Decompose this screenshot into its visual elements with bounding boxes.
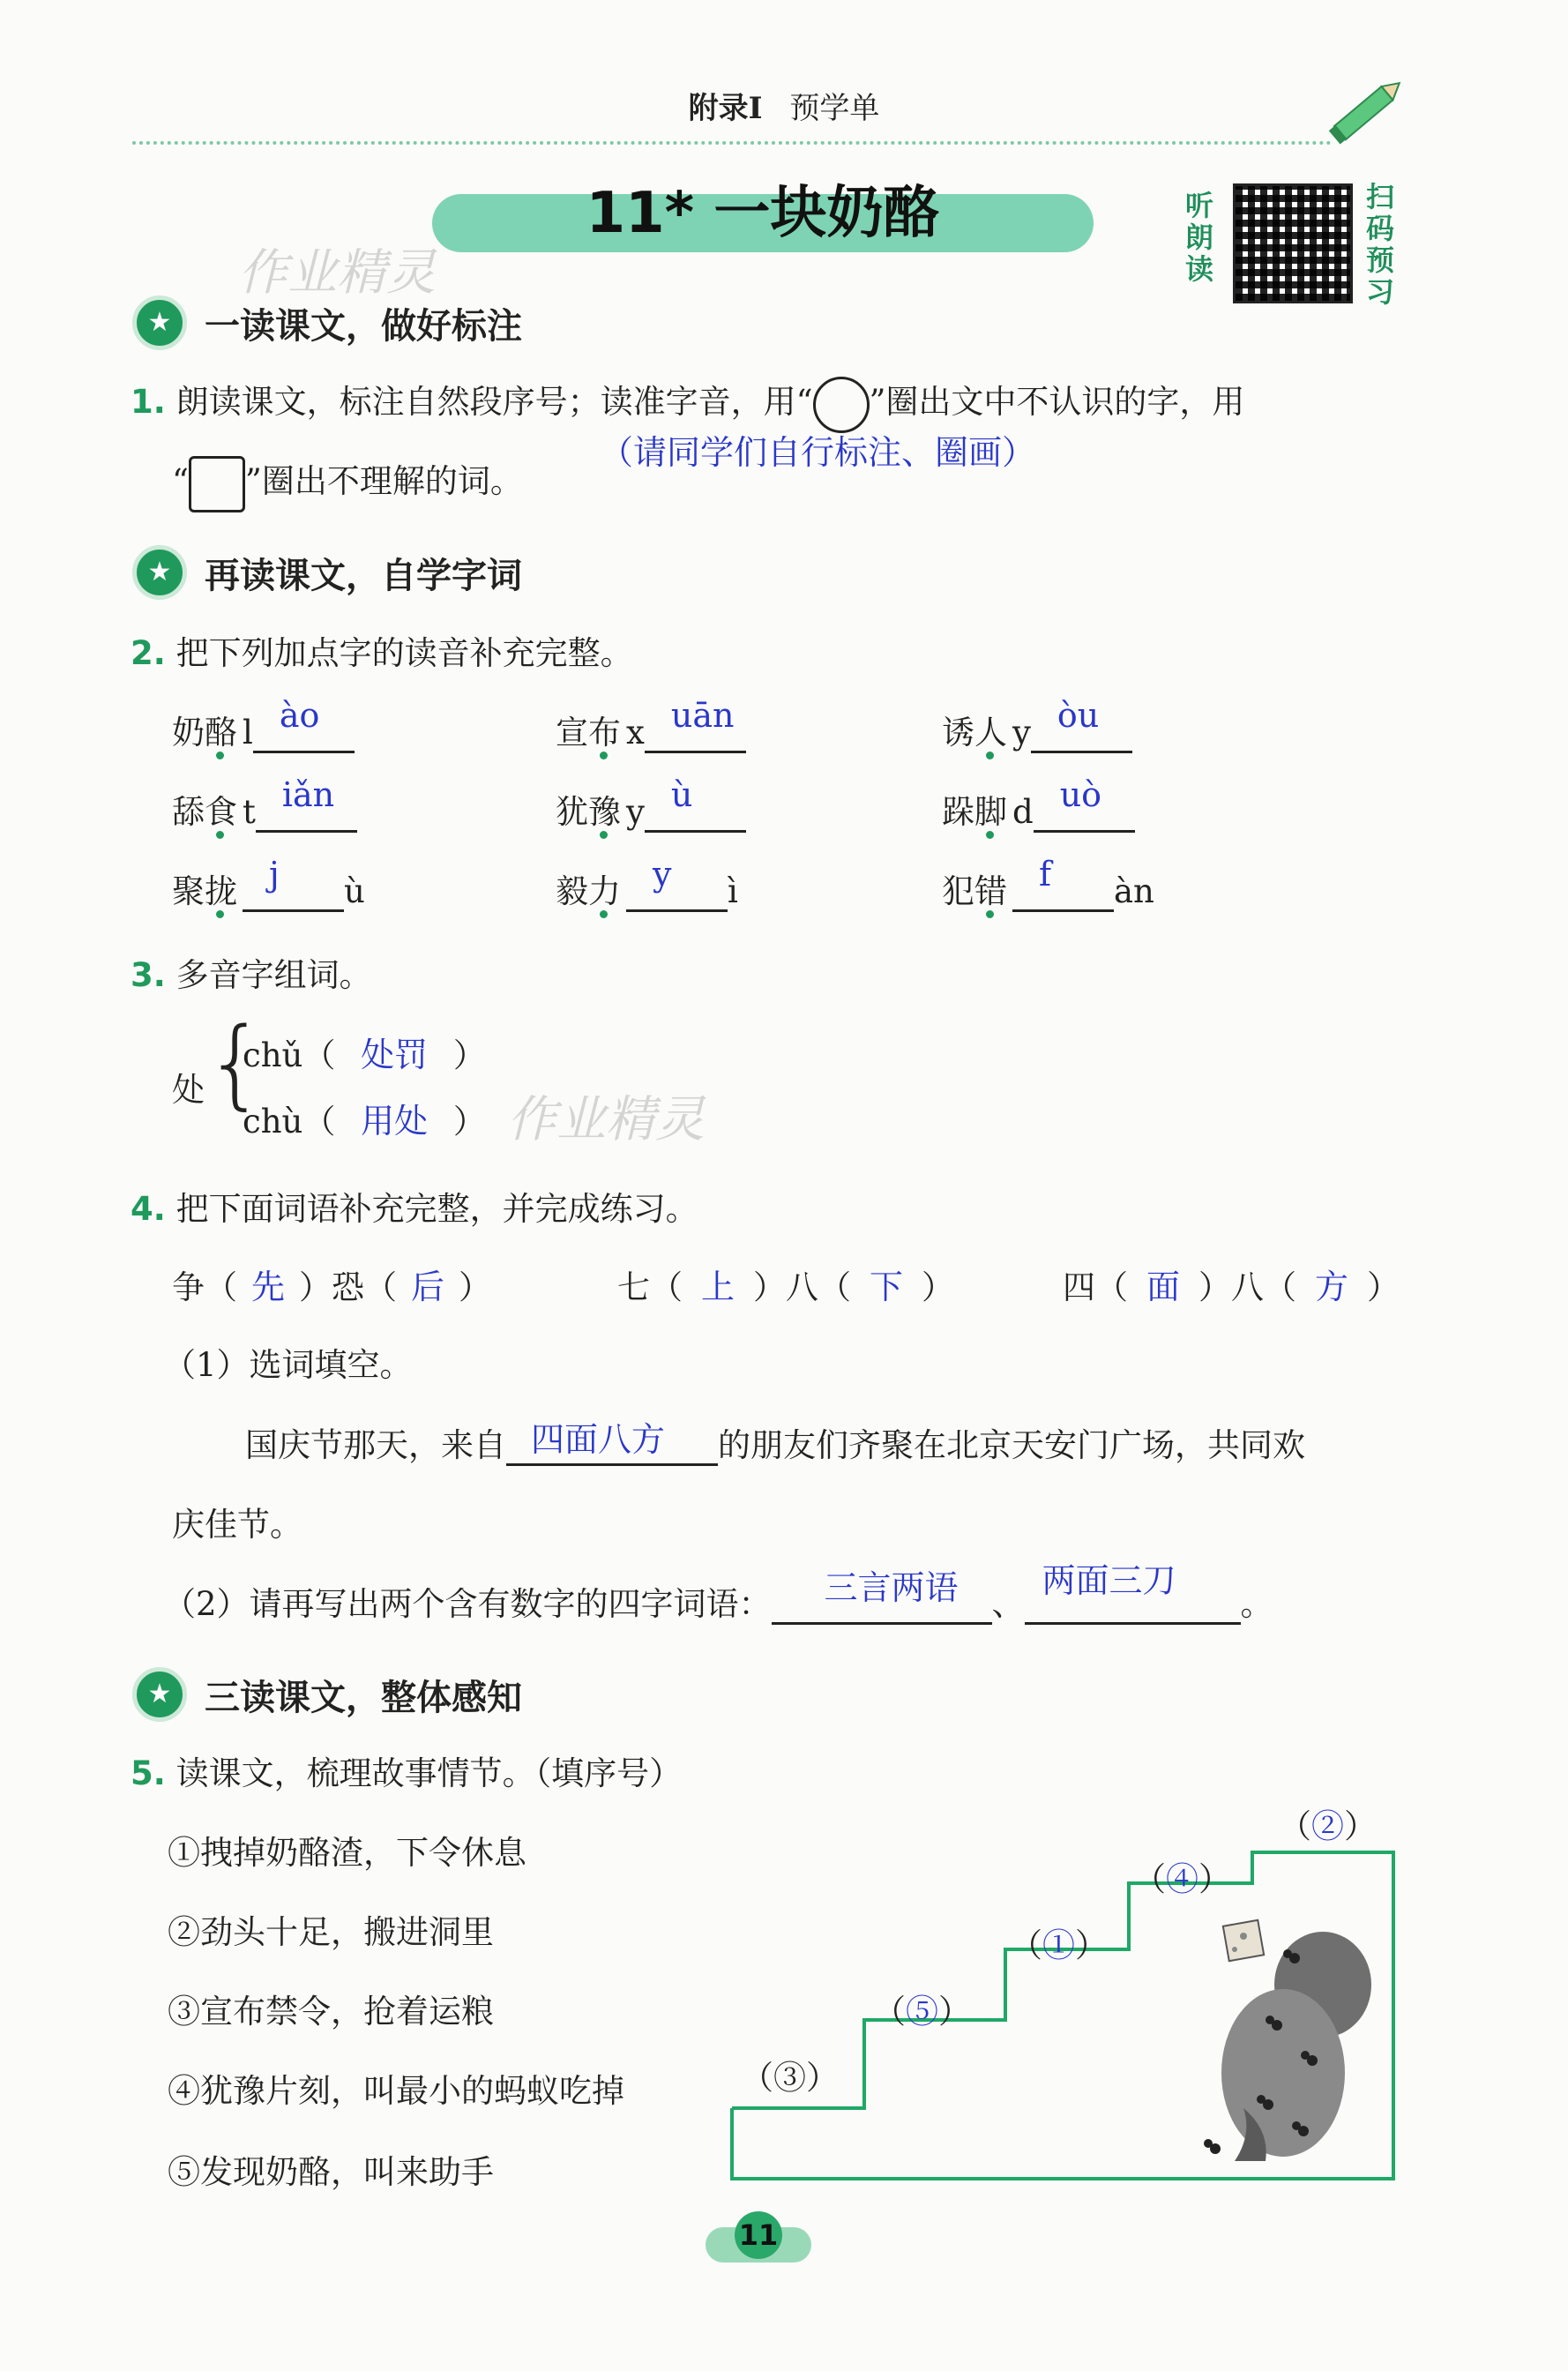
pinyin-word: 犹豫: [556, 793, 621, 831]
pinyin-suffix: ì: [728, 872, 738, 910]
fill-sentence: [245, 1418, 1305, 1466]
idiom-1: [172, 1260, 491, 1308]
idiom-answer: 先: [250, 1268, 285, 1306]
reading-2-pinyin: chù（: [243, 1103, 336, 1141]
step-open: （: [1279, 1807, 1311, 1845]
pinyin-item: [556, 855, 738, 912]
sub-question-2: [163, 1561, 1273, 1625]
reading-2-answer: 用处: [361, 1102, 429, 1141]
reading-1-answer: 处罚: [361, 1036, 429, 1074]
pinyin-prefix: y: [626, 793, 645, 831]
event-item: ③宣布禁令，抢着运粮: [168, 1993, 494, 2031]
question-number: 1.: [131, 383, 166, 421]
answer-blank[interactable]: [1025, 1561, 1241, 1625]
step-close: ）: [806, 2059, 839, 2097]
answer-blank[interactable]: [1034, 775, 1135, 833]
q1-answer: （请同学们自行标注、圈画）: [600, 433, 1036, 472]
emphasis-dot: [600, 831, 608, 839]
pinyin-answer: ù: [670, 775, 693, 814]
pinyin-answer: f: [1039, 855, 1052, 894]
q1-text-c: ”圈出不理解的词。: [244, 462, 523, 500]
idiom-text: ）八（: [1198, 1268, 1296, 1306]
sentence-line2: 庆佳节。: [172, 1506, 302, 1544]
answer-blank[interactable]: [253, 696, 355, 753]
step-open: （: [1010, 1926, 1042, 1964]
question-number: 5.: [131, 1754, 166, 1792]
emphasis-dot: [216, 910, 224, 918]
sub2-end: 。: [1240, 1585, 1273, 1623]
brace-icon: {: [205, 1006, 266, 1119]
idiom-answer: 上: [700, 1268, 735, 1306]
pinyin-word: 跺脚: [942, 793, 1007, 831]
appendix-label: 附录Ⅰ: [688, 91, 763, 126]
idiom-text: 争（: [172, 1268, 237, 1306]
pinyin-item: [172, 855, 365, 912]
question-number: 4.: [131, 1190, 166, 1228]
pinyin-word: 舔食: [172, 793, 237, 831]
star-icon: ★: [132, 545, 187, 600]
answer-blank[interactable]: [506, 1420, 718, 1466]
emphasis-dot: [986, 831, 994, 839]
star-icon: ★: [132, 1667, 187, 1722]
pinyin-answer: y: [653, 855, 672, 894]
pinyin-item: [556, 696, 746, 753]
answer-blank[interactable]: [256, 775, 357, 833]
emphasis-dot: [986, 752, 994, 759]
step-label: [741, 2051, 839, 2098]
step-answer: ②: [1311, 1807, 1344, 1845]
question-5: [131, 1746, 682, 1794]
sentence-answer: 四面八方: [531, 1420, 666, 1459]
step-open: （: [741, 2059, 773, 2097]
idiom-answer: 后: [410, 1268, 444, 1306]
pinyin-item: [172, 775, 357, 833]
step-answer: ⑤: [906, 1993, 938, 2031]
step-open: （: [873, 1993, 906, 2031]
circle-mark-icon: [813, 377, 870, 433]
answer-blank[interactable]: [1012, 855, 1114, 912]
pinyin-suffix: ù: [344, 872, 365, 910]
idiom-3: [1063, 1260, 1400, 1308]
ant-illustration: [1191, 1888, 1393, 2179]
pinyin-answer: uān: [670, 696, 735, 735]
pinyin-word: 聚拢: [172, 872, 237, 910]
step-label: [1279, 1799, 1377, 1847]
pinyin-item: [172, 696, 355, 753]
idiom-answer: 面: [1146, 1268, 1180, 1306]
square-mark-icon: [189, 456, 245, 512]
step-close: ）: [1344, 1807, 1377, 1845]
step-label: [1010, 1918, 1108, 1966]
pinyin-answer: iǎn: [281, 775, 335, 814]
pinyin-word: 诱人: [942, 714, 1007, 752]
question-number: 2.: [131, 634, 166, 672]
pinyin-prefix: t: [243, 793, 256, 831]
reading-2-close: ）: [452, 1103, 486, 1141]
qr-code-icon[interactable]: [1233, 183, 1353, 303]
polyphone-char: 处: [172, 1071, 205, 1109]
step-close: ）: [1075, 1926, 1108, 1964]
event-item: ②劲头十足，搬进洞里: [168, 1913, 494, 1951]
page-number: 11: [735, 2211, 782, 2259]
sentence-before: 国庆节那天，来自: [245, 1426, 506, 1464]
pinyin-answer: j: [269, 855, 280, 894]
pinyin-prefix: x: [626, 714, 645, 752]
q1-quote: “: [172, 462, 189, 500]
pinyin-item: [942, 775, 1135, 833]
pencil-icon: [1323, 71, 1411, 150]
question-4: [131, 1182, 698, 1230]
emphasis-dot: [986, 910, 994, 918]
event-item: ④犹豫片刻，叫最小的蚂蚁吃掉: [168, 2072, 624, 2110]
q5-prompt: 读课文，梳理故事情节。（填序号）: [175, 1754, 683, 1792]
answer-blank[interactable]: [645, 696, 746, 753]
answer-blank[interactable]: [243, 855, 344, 912]
pinyin-suffix: àn: [1114, 872, 1154, 910]
pinyin-answer: ào: [279, 696, 320, 735]
q3-prompt: 多音字组词。: [175, 956, 372, 994]
sub-question-1: （1）选词填空。: [163, 1346, 413, 1384]
answer-blank[interactable]: [626, 855, 728, 912]
step-label: [873, 1985, 971, 2032]
question-2: [131, 626, 633, 674]
question-1: [131, 375, 1244, 433]
idiom-text: ）: [459, 1268, 491, 1306]
idiom-text: 四（: [1063, 1268, 1128, 1306]
star-icon: ★: [132, 295, 187, 350]
answer-blank[interactable]: [645, 775, 746, 833]
question-number: 3.: [131, 956, 166, 994]
event-item: ⑤发现奶酪，叫来助手: [168, 2153, 494, 2191]
reading-1: [243, 1028, 486, 1076]
answer-blank[interactable]: [772, 1568, 992, 1625]
idiom-text: 七（: [617, 1268, 683, 1306]
question-3: [131, 948, 372, 996]
reading-1-pinyin: chǔ（: [243, 1036, 336, 1074]
emphasis-dot: [216, 752, 224, 759]
header-divider: [132, 141, 1332, 145]
pinyin-answer: òu: [1057, 696, 1100, 735]
q1-text-b: ”圈出文中不认识的字，用: [869, 383, 1245, 421]
idiom-answer: 下: [869, 1268, 903, 1306]
watermark: 作业精灵: [238, 244, 436, 302]
idiom-text: ）八（: [753, 1268, 851, 1306]
watermark: 作业精灵: [507, 1091, 705, 1148]
sub2-prompt: （2）请再写出两个含有数字的四字词语：: [163, 1585, 772, 1623]
pinyin-prefix: d: [1012, 793, 1034, 831]
pinyin-word: 毅力: [556, 872, 621, 910]
pinyin-word: 宣布: [556, 714, 621, 752]
step-answer: ③: [773, 2059, 806, 2097]
answer-blank[interactable]: [1031, 696, 1132, 753]
pinyin-item: [942, 696, 1132, 753]
emphasis-dot: [600, 910, 608, 918]
step-open: （: [1133, 1860, 1166, 1898]
step-close: ）: [1198, 1860, 1231, 1898]
step-answer: ④: [1166, 1860, 1198, 1898]
event-item: ①拽掉奶酪渣，下令休息: [168, 1834, 526, 1872]
sub2-separator: 、: [991, 1585, 1025, 1623]
scan-label: 扫码预习: [1365, 180, 1394, 309]
idiom-text: ）: [1367, 1268, 1400, 1306]
header-title: 预学单: [789, 91, 880, 126]
section-heading-1: 一读课文，做好标注: [205, 306, 522, 347]
question-1-line2: [172, 454, 523, 512]
step-close: ）: [938, 1993, 971, 2031]
section-heading-2: 再读课文，自学字词: [205, 556, 522, 596]
reading-2: [243, 1094, 486, 1142]
emphasis-dot: [600, 752, 608, 759]
pinyin-item: [556, 775, 746, 833]
pinyin-prefix: l: [243, 714, 253, 752]
pinyin-word: 奶酪: [172, 714, 237, 752]
idiom-2: [617, 1260, 954, 1308]
idiom-answer: 方: [1314, 1268, 1348, 1306]
q4-prompt: 把下面词语补充完整，并完成练习。: [175, 1190, 698, 1228]
sentence-after: 的朋友们齐聚在北京天安门广场，共同欢: [718, 1426, 1305, 1464]
q2-prompt: 把下列加点字的读音补充完整。: [175, 634, 633, 672]
section-heading-3: 三读课文，整体感知: [205, 1678, 522, 1718]
step-answer: ①: [1042, 1926, 1075, 1964]
q1-text-a: 朗读课文，标注自然段序号；读准字音，用“: [175, 383, 813, 421]
sub2-answer-2: 两面三刀: [1042, 1561, 1176, 1600]
sub2-answer-1: 三言两语: [824, 1568, 959, 1607]
pinyin-answer: uò: [1059, 775, 1102, 814]
emphasis-dot: [216, 831, 224, 839]
listen-label: 听朗读: [1184, 189, 1213, 286]
idiom-text: ）: [922, 1268, 954, 1306]
lesson-title: 11* 一块奶酪: [586, 181, 940, 246]
pinyin-word: 犯错: [942, 872, 1007, 910]
pinyin-item: [942, 855, 1154, 912]
pinyin-prefix: y: [1012, 714, 1031, 752]
reading-1-close: ）: [452, 1036, 486, 1074]
idiom-text: ）恐（: [299, 1268, 397, 1306]
